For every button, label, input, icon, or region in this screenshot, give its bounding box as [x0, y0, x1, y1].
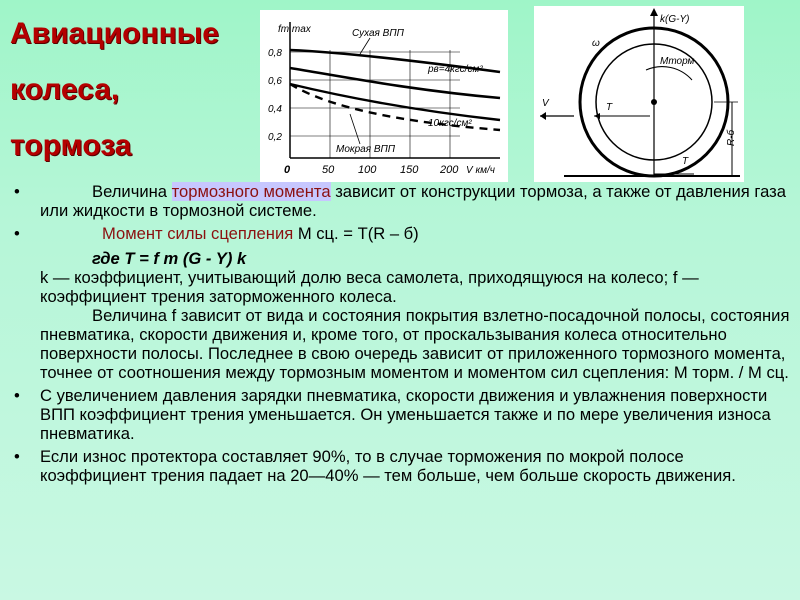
bullet-adhesion-moment	[14, 224, 792, 243]
friction-formula: где T = f т (G - Y) k	[92, 249, 247, 268]
f-explanation-text: Величина f зависит от вида и состояния покрытия взлетно-посадочной полосы, состояния пневматика, скорости движения и, кроме того, от проскальзывания колеса относительно поверхности полосы. Последнее в свою очередь зависит от приложенного тормозного момента, точнее от соотношения между тормозным моментом и моментом сил сцепления: М торм. / М сц.	[40, 306, 790, 382]
graph-y-label: fт max	[278, 24, 311, 35]
label-k: k(G-Y)	[660, 14, 690, 25]
title-line-1: Авиационные	[10, 17, 219, 50]
label-v: V	[542, 98, 549, 109]
label-t-lower: T	[682, 156, 689, 167]
label-omega: ω	[592, 38, 600, 49]
slide-body	[14, 182, 792, 489]
adhesion-formula: М сц. = Т(R – б)	[297, 224, 419, 243]
wear-effect-text: Если износ протектора составляет 90%, то в случае торможения по мокрой полосе коэффициент трения падает на 20—40% — тем больше, чем больше скорость движения.	[40, 447, 736, 485]
graph-y-tick: 0,6	[268, 76, 282, 87]
wheel-diagram	[534, 6, 744, 182]
friction-graph	[260, 10, 508, 182]
k-definition: k — коэффициент, учитывающий долю веса самолета, приходящуюся на колесо; f — коэффициент трения заторможенного колеса.	[40, 268, 699, 306]
graph-x-unit: V км/ч	[466, 165, 495, 176]
label-pressure-low: 10кгс/см²	[428, 118, 472, 129]
bullet-wear-effect	[14, 447, 792, 485]
bullet-brake-torque	[14, 182, 792, 220]
pressure-effect-text: С увеличением давления зарядки пневматика, скорости движения и увлажнения поверхности ВПП коэффициент трения уменьшается. Он уменьшается также и по мере увеличения износа пневматика.	[40, 386, 771, 443]
title-line-2: колеса,	[10, 73, 120, 106]
term-adhesion-moment: Момент силы сцепления	[102, 224, 294, 243]
bullet-marker: •	[14, 447, 20, 466]
curve-low-pressure	[290, 84, 500, 120]
graph-x-tick: 100	[358, 164, 377, 176]
graph-x-tick: 200	[440, 164, 459, 176]
label-pressure-high: pв=4кгс/см²	[428, 64, 483, 75]
bullet-marker: •	[14, 386, 20, 405]
graph-x-tick: 50	[322, 164, 335, 176]
formula-block	[14, 249, 792, 268]
term-brake-torque: тормозного момента	[171, 182, 331, 201]
graph-x-tick: 0	[284, 164, 291, 176]
f-explanation	[14, 306, 792, 382]
graph-y-tick: 0,8	[268, 48, 282, 59]
p1-end: зависит от конструкции тормоза, а также от давления газа или жидкости в тормозной системе.	[40, 182, 786, 220]
label-rb: R-б	[726, 129, 737, 146]
label-wet: Мокрая ВПП	[336, 144, 396, 155]
graph-y-tick: 0,4	[268, 104, 282, 115]
label-t-upper: T	[606, 102, 613, 113]
title-line-3: тормоза	[10, 129, 132, 162]
bullet-marker: •	[14, 182, 20, 201]
label-dry: Сухая ВПП	[352, 28, 404, 39]
label-mtorm: Mторм	[660, 56, 695, 67]
graph-y-tick: 0,2	[268, 132, 282, 143]
bullet-pressure-effect	[14, 386, 792, 443]
p1-start: Величина	[92, 182, 168, 201]
graph-x-tick: 150	[400, 164, 419, 176]
slide-title	[10, 6, 219, 174]
bullet-marker: •	[14, 224, 20, 243]
